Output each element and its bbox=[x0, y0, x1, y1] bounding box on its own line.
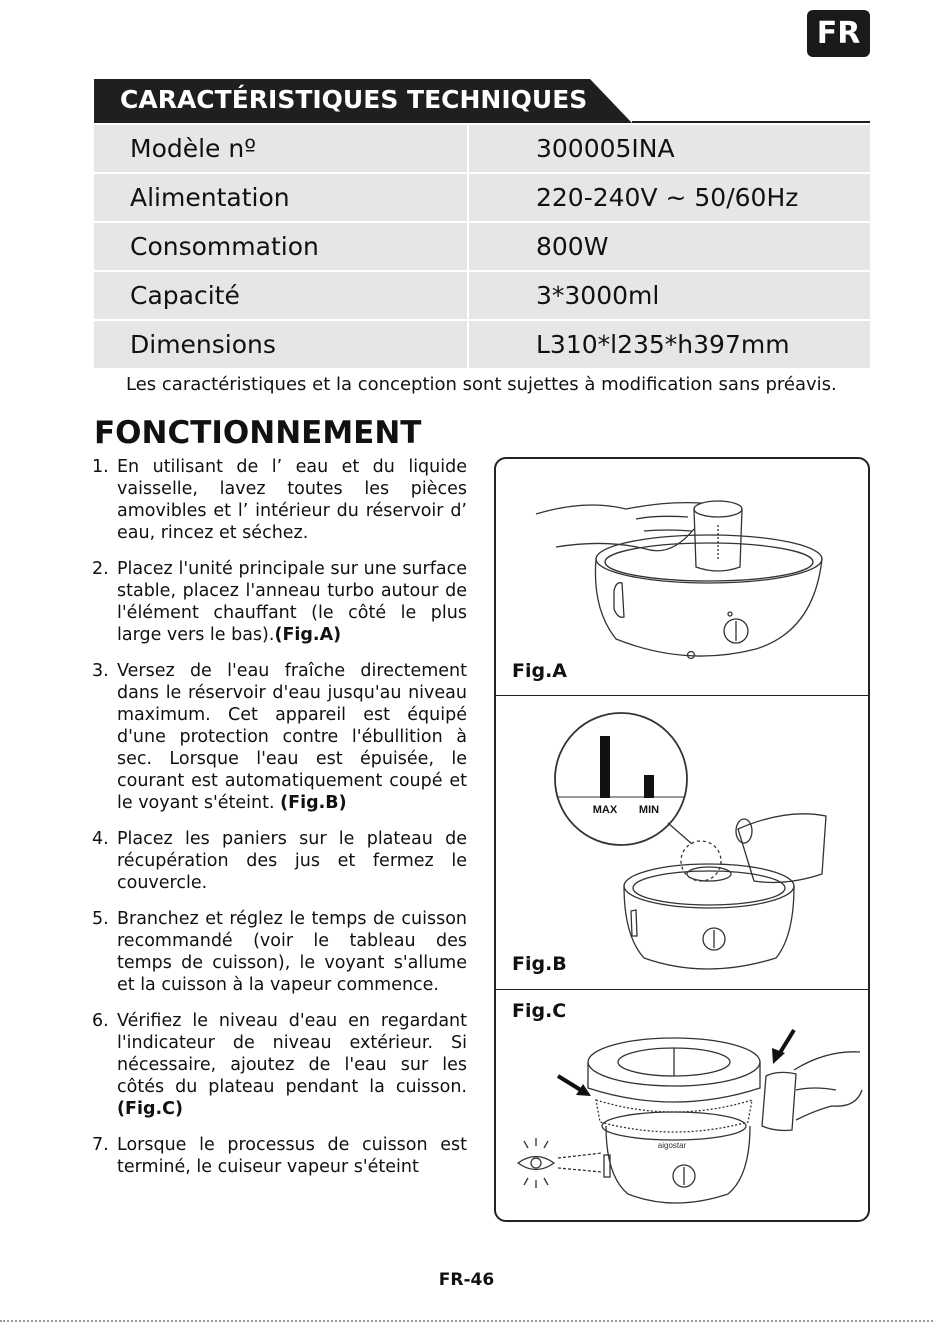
spec-value: 300005INA bbox=[469, 125, 870, 174]
operation-title: FONCTIONNEMENT bbox=[94, 415, 422, 451]
min-mark-label: MIN bbox=[638, 804, 660, 816]
specs-row-power-supply bbox=[94, 174, 870, 223]
specs-disclaimer: Les caractéristiques et la conception sont sujettes à modification sans préavis. bbox=[126, 374, 837, 395]
step-number: 5. bbox=[92, 909, 109, 929]
operation-steps bbox=[92, 456, 467, 1192]
spec-label: Dimensions bbox=[94, 321, 469, 370]
language-badge: FR bbox=[807, 10, 870, 57]
figure-b bbox=[496, 695, 868, 990]
spec-value: L310*l235*h397mm bbox=[469, 321, 870, 370]
step-number: 2. bbox=[92, 559, 109, 579]
figure-c bbox=[496, 989, 868, 1222]
step-item bbox=[92, 828, 467, 894]
spec-label: Alimentation bbox=[94, 174, 469, 223]
step-body: Placez l'unité principale sur une surface stable, placez l'anneau turbo autour de l'élément chauffant (le côté le plus large vers le bas). bbox=[117, 559, 467, 645]
brand-logo: aigostar bbox=[657, 1141, 687, 1150]
specs-table bbox=[94, 125, 870, 370]
step-item bbox=[92, 456, 467, 544]
spec-value: 220-240V ~ 50/60Hz bbox=[469, 174, 870, 223]
step-body: Lorsque le processus de cuisson est terminé, le cuiseur vapeur s'éteint bbox=[117, 1135, 467, 1177]
step-item bbox=[92, 1134, 467, 1178]
step-number: 3. bbox=[92, 661, 109, 681]
step-text bbox=[117, 1134, 467, 1178]
step-body: En utilisant de l’ eau et du liquide vaisselle, lavez toutes les pièces amovibles et l’ intérieur du réservoir d’ eau, rincez et séchez. bbox=[117, 457, 467, 543]
step-item bbox=[92, 908, 467, 996]
page-bottom-rule bbox=[0, 1320, 933, 1322]
specs-row-consumption bbox=[94, 223, 870, 272]
step-figure-ref: (Fig.B) bbox=[280, 793, 347, 813]
step-body: Versez de l'eau fraîche directement dans le réservoir d'eau jusqu'au niveau maximum. Cet appareil est équipé d'une protection contre l'ébullition à sec. Lorsque l'eau est épuisée, le courant est automatiquement coupé et le voyant s'éteint. bbox=[117, 661, 467, 813]
specs-header bbox=[94, 79, 870, 123]
figure-b-label: Fig.B bbox=[512, 953, 567, 975]
water-fill-illustration bbox=[496, 696, 868, 990]
step-number: 6. bbox=[92, 1011, 109, 1031]
step-text bbox=[117, 1010, 467, 1120]
step-body: Placez les paniers sur le plateau de récupération des jus et fermez le couvercle. bbox=[117, 829, 467, 893]
step-text bbox=[117, 660, 467, 814]
specs-row-capacity bbox=[94, 272, 870, 321]
spec-value: 800W bbox=[469, 223, 870, 272]
spec-label: Consommation bbox=[94, 223, 469, 272]
max-mark-label: MAX bbox=[592, 804, 618, 816]
step-text bbox=[117, 828, 467, 894]
figure-a bbox=[496, 459, 868, 695]
step-figure-ref: (Fig.A) bbox=[274, 625, 342, 645]
step-number: 4. bbox=[92, 829, 109, 849]
figures-panel bbox=[494, 457, 870, 1222]
spec-label: Capacité bbox=[94, 272, 469, 321]
step-body: Branchez et réglez le temps de cuisson recommandé (voir le tableau des temps de cuisson), le voyant s'allume et la cuisson à la vapeur commence. bbox=[117, 909, 467, 995]
figure-c-label: Fig.C bbox=[512, 1000, 567, 1022]
step-figure-ref: (Fig.C) bbox=[117, 1099, 183, 1119]
page-number: FR-46 bbox=[438, 1270, 495, 1290]
spec-value: 3*3000ml bbox=[469, 272, 870, 321]
specs-title: CARACTÉRISTIQUES TECHNIQUES bbox=[120, 85, 588, 114]
step-item bbox=[92, 660, 467, 814]
step-number: 1. bbox=[92, 457, 109, 477]
water-level-check-illustration bbox=[496, 990, 868, 1222]
step-text bbox=[117, 558, 467, 646]
step-text bbox=[117, 456, 467, 544]
specs-row-model bbox=[94, 125, 870, 174]
spec-label: Modèle nº bbox=[94, 125, 469, 174]
step-item bbox=[92, 1010, 467, 1120]
step-item bbox=[92, 558, 467, 646]
step-body: Vérifiez le niveau d'eau en regardant l'indicateur de niveau extérieur. Si nécessaire, ajoutez de l'eau sur les côtés du plateau pendant la cuisson. bbox=[117, 1011, 467, 1097]
specs-row-dimensions bbox=[94, 321, 870, 370]
step-text bbox=[117, 908, 467, 996]
step-number: 7. bbox=[92, 1135, 109, 1155]
figure-a-label: Fig.A bbox=[512, 660, 568, 682]
